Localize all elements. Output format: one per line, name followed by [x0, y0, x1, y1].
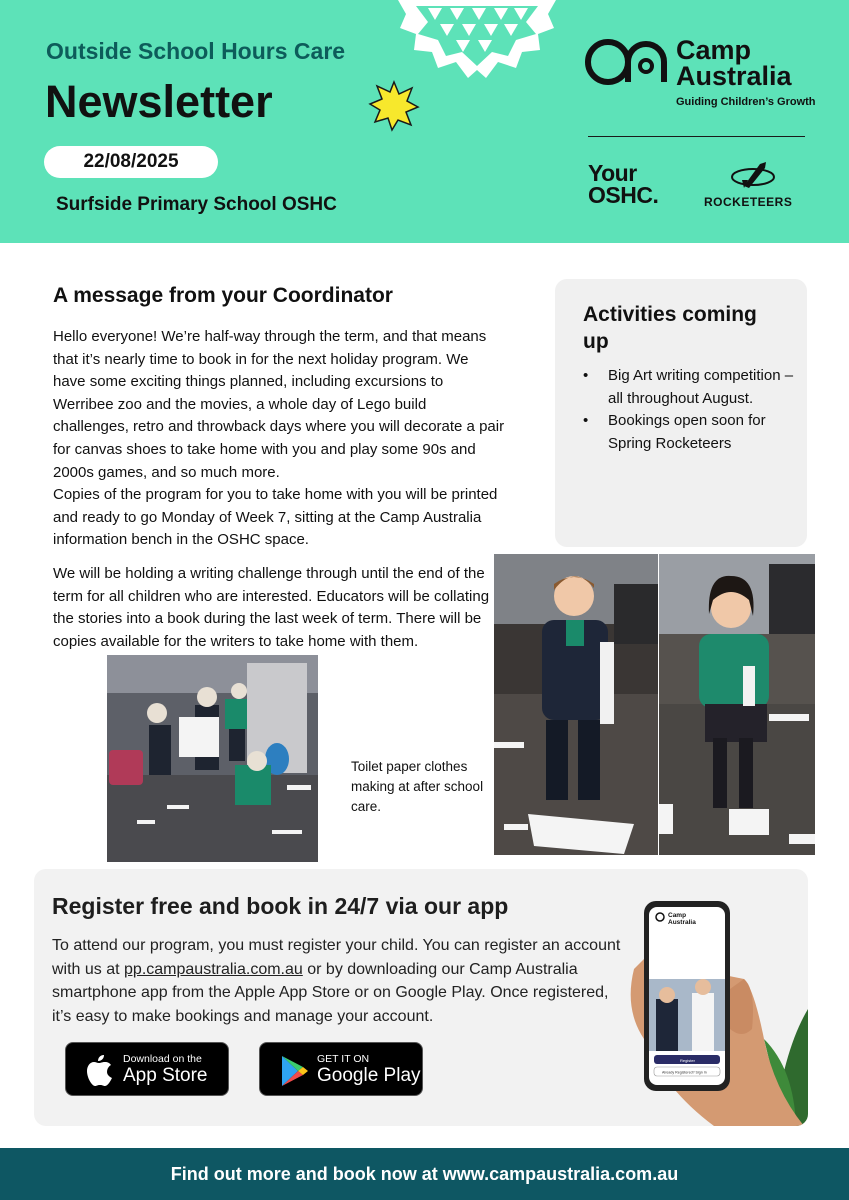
phone-signin-link: Already Registered? Sign In [662, 1070, 707, 1075]
girl-toilet-paper-photo [659, 554, 815, 855]
app-store-label: App Store [123, 1065, 208, 1086]
footer-banner[interactable]: Find out more and book now at www.campaustralia.com.au [0, 1148, 849, 1200]
app-store-button[interactable] [65, 1042, 229, 1096]
newsletter-date: 22/08/2025 [44, 146, 218, 178]
photo-caption: Toilet paper clothes making at after school care. [351, 759, 484, 814]
activities-box [555, 279, 807, 547]
register-app-box [34, 869, 808, 1126]
google-play-button[interactable] [259, 1042, 423, 1096]
activities-title: Activities coming up [583, 303, 757, 353]
activities-list [583, 365, 803, 455]
your-oshc-line1: Your [588, 160, 637, 186]
rocketeers-logo: ROCKETEERS [704, 195, 793, 209]
coordinator-paragraph-2: Copies of the program for you to take home with you will be printed and ready to go Monday of Week 7, sitting at the Camp Australia information bench in the OSHC space. [53, 486, 498, 549]
register-text-start: To attend our program, you must register your child. You can register an account with us at [52, 937, 621, 978]
phone-brand-line2: Australia [668, 919, 696, 926]
coordinator-paragraph-1: Hello everyone! We’re half-way through the term, and that means that it’s nearly time to book in for the next holiday program. We have some exciting things planned, including excursions to Werribee zoo and the movies, a whole day of Lego build challenges, retro and throwback days where you will decorate a pair for canvas shoes to take home with you and play some 90s and 2000s games, and so much more. [53, 328, 505, 481]
newsletter-title: Newsletter [45, 76, 273, 127]
sun-star-icon [368, 80, 420, 132]
google-play-small-label: GET IT ON [317, 1053, 370, 1065]
coordinator-message [53, 326, 505, 552]
rocket-icon [730, 160, 776, 190]
activity-item: • Big Art writing competition – all throughout August. [583, 365, 803, 410]
phone-register-button: Register [680, 1058, 695, 1063]
app-store-small-label: Download on the [123, 1053, 202, 1065]
ca-logo-mark-icon [584, 36, 670, 88]
header-divider [588, 136, 805, 137]
brand-name-line1: Camp [676, 35, 752, 65]
register-text-end: or by downloading our Camp Australia smartphone app from the Apple App Store or on Google Play. Once registered, it’s easy to make bookings and manage your account. [52, 960, 609, 1025]
parent-portal-link[interactable]: pp.campaustralia.com.au [124, 960, 303, 978]
google-play-label: Google Play [317, 1065, 421, 1086]
boy-toilet-paper-photo [494, 554, 658, 855]
writing-challenge-paragraph: We will be holding a writing challenge through until the end of the term for all children who are interested. Educators will be collating the stories into a book during the last week of term. There will be copies available for the writers to take home with them. [53, 565, 490, 650]
brand-tagline: Guiding Children’s Growth [676, 96, 816, 108]
register-title: Register free and book in 24/7 via our app [52, 893, 509, 919]
your-oshc-line2: OSHC. [588, 182, 659, 208]
coordinator-heading: A message from your Coordinator [53, 284, 393, 307]
phone-in-hand-illustration [624, 889, 808, 1126]
apple-icon [82, 1053, 118, 1089]
your-oshc-logo [588, 162, 658, 206]
activity-item: • Bookings open soon for Spring Rocketeers [583, 410, 803, 455]
header-subtitle: Outside School Hours Care [46, 38, 346, 64]
school-name: Surfside Primary School OSHC [56, 194, 337, 215]
triangle-badge-icon [398, 0, 556, 80]
register-text [52, 934, 622, 1028]
google-play-icon [276, 1053, 312, 1089]
phone-brand-line1: Camp [668, 912, 687, 919]
newsletter-header [0, 0, 849, 243]
toilet-paper-activity-photo [107, 655, 318, 862]
camp-australia-logo [584, 36, 814, 116]
brand-name-line2: Australia [676, 61, 792, 91]
